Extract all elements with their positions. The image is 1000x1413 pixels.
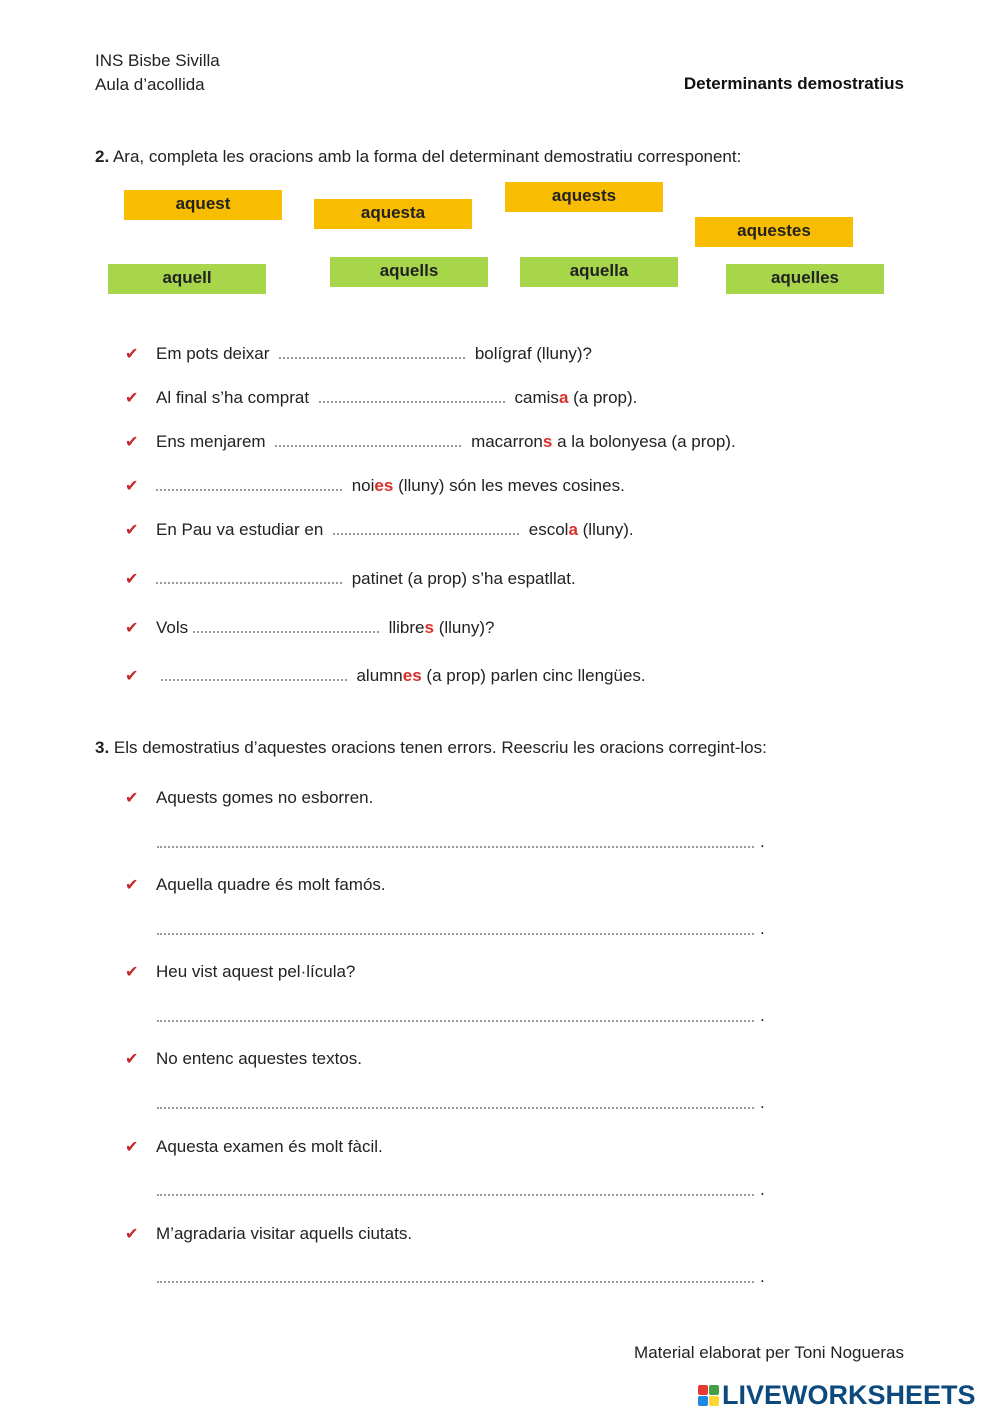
check-icon: ✔ bbox=[125, 877, 139, 894]
check-icon: ✔ bbox=[125, 478, 139, 495]
check-icon: ✔ bbox=[125, 964, 139, 981]
page-title: Determinants demostratius bbox=[683, 74, 904, 93]
check-icon: ✔ bbox=[125, 668, 139, 685]
blank-input[interactable] bbox=[319, 387, 505, 403]
liveworksheets-logo-text: LIVEWORKSHEETS bbox=[722, 1379, 976, 1410]
ex3-sentence-1: ✔ Aquests gomes no esborren. bbox=[125, 788, 374, 807]
answer-period: . bbox=[760, 1180, 765, 1199]
word-chip-aquesta[interactable]: aquesta bbox=[314, 199, 472, 229]
answer-period: . bbox=[760, 1093, 765, 1112]
ex2-sentence-7: ✔ Vols llibres (lluny)? bbox=[125, 618, 495, 637]
ex2-sentence-6: ✔ patinet (a prop) s’ha espatllat. bbox=[125, 569, 576, 588]
word-chip-aquell[interactable]: aquell bbox=[108, 264, 266, 294]
exercise-2-text: Ara, completa les oracions amb la forma del determinant demostratiu corresponent: bbox=[109, 147, 742, 166]
answer-period: . bbox=[760, 832, 765, 851]
check-icon: ✔ bbox=[125, 522, 139, 539]
answer-line-3[interactable] bbox=[157, 1010, 754, 1022]
check-icon: ✔ bbox=[125, 1226, 139, 1243]
blank-input[interactable] bbox=[193, 617, 379, 633]
school-name: INS Bisbe Sivilla bbox=[95, 51, 220, 70]
ex2-sentence-2: ✔ Al final s’ha comprat camisa (a prop). bbox=[125, 388, 638, 407]
exercise-2-number: 2. bbox=[95, 147, 110, 166]
ex3-sentence-2: ✔ Aquella quadre és molt famós. bbox=[125, 875, 386, 894]
liveworksheets-logo[interactable] bbox=[698, 1380, 976, 1410]
check-icon: ✔ bbox=[125, 620, 139, 637]
word-chip-aquest[interactable]: aquest bbox=[124, 190, 282, 220]
check-icon: ✔ bbox=[125, 790, 139, 807]
exercise-2-instruction bbox=[95, 147, 741, 167]
answer-line-6[interactable] bbox=[157, 1271, 754, 1283]
ex3-sentence-5: ✔ Aquesta examen és molt fàcil. bbox=[125, 1137, 383, 1156]
check-icon: ✔ bbox=[125, 390, 139, 407]
answer-period: . bbox=[760, 1006, 765, 1025]
blank-input[interactable] bbox=[275, 431, 461, 447]
answer-period: . bbox=[760, 919, 765, 938]
answer-line-5[interactable] bbox=[157, 1184, 754, 1196]
exercise-3-instruction bbox=[95, 738, 767, 758]
ex3-sentence-6: ✔ M’agradaria visitar aquells ciutats. bbox=[125, 1224, 413, 1243]
blank-input[interactable] bbox=[156, 475, 342, 491]
footer-credit: Material elaborat per Toni Nogueras bbox=[634, 1343, 904, 1362]
answer-line-2[interactable] bbox=[157, 923, 754, 935]
answer-line-4[interactable] bbox=[157, 1097, 754, 1109]
blank-input[interactable] bbox=[156, 568, 342, 584]
check-icon: ✔ bbox=[125, 346, 139, 363]
ex3-sentence-4: ✔ No entenc aquestes textos. bbox=[125, 1049, 363, 1068]
answer-line-1[interactable] bbox=[157, 836, 754, 848]
word-chip-aquells[interactable]: aquells bbox=[330, 257, 488, 287]
ex3-sentence-3: ✔ Heu vist aquest pel·lícula? bbox=[125, 962, 356, 981]
ex2-sentence-8: ✔ alumnes (a prop) parlen cinc llengües. bbox=[125, 666, 646, 685]
ex2-sentence-3: ✔ Ens menjarem macarrons a la bolonyesa (a prop). bbox=[125, 432, 736, 451]
check-icon: ✔ bbox=[125, 434, 139, 451]
exercise-3-text: Els demostratius d’aquestes oracions tenen errors. Reescriu les oracions corregint-los: bbox=[109, 738, 767, 757]
exercise-3-number: 3. bbox=[95, 738, 110, 757]
liveworksheets-logo-icon bbox=[698, 1385, 719, 1406]
word-chip-aquella[interactable]: aquella bbox=[520, 257, 678, 287]
ex2-sentence-5: ✔ En Pau va estudiar en escola (lluny). bbox=[125, 520, 634, 539]
blank-input[interactable] bbox=[279, 343, 465, 359]
word-chip-aquests[interactable]: aquests bbox=[505, 182, 663, 212]
check-icon: ✔ bbox=[125, 1139, 139, 1156]
blank-input[interactable] bbox=[333, 519, 519, 535]
ex2-sentence-4: ✔ noies (lluny) són les meves cosines. bbox=[125, 476, 625, 495]
class-name: Aula d’acollida bbox=[95, 75, 205, 94]
blank-input[interactable] bbox=[161, 665, 347, 681]
answer-period: . bbox=[760, 1267, 765, 1286]
word-chip-aquelles[interactable]: aquelles bbox=[726, 264, 884, 294]
check-icon: ✔ bbox=[125, 1051, 139, 1068]
check-icon: ✔ bbox=[125, 571, 139, 588]
ex2-sentence-1: ✔ Em pots deixar bolígraf (lluny)? bbox=[125, 344, 593, 363]
word-chip-aquestes[interactable]: aquestes bbox=[695, 217, 853, 247]
